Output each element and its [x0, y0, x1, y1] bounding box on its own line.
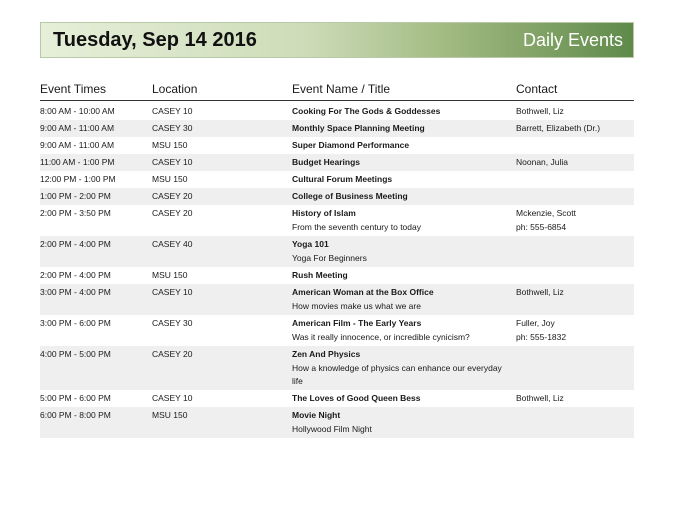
event-cell — [292, 105, 512, 119]
event-description: Yoga For Beginners — [292, 252, 367, 263]
contact-line: Bothwell, Liz — [516, 287, 564, 297]
page-date: Tuesday, Sep 14 2016 — [53, 29, 257, 51]
table-row — [40, 284, 634, 315]
event-name: College of Business Meeting — [292, 191, 408, 201]
event-cell — [292, 286, 512, 313]
event-name: Cooking For The Gods & Goddesses — [292, 106, 441, 116]
event-time: 12:00 PM - 1:00 PM — [40, 174, 116, 184]
event-time: 5:00 PM - 6:00 PM — [40, 393, 111, 403]
contact-line: Fuller, Joy — [516, 318, 555, 328]
event-contact — [516, 392, 634, 406]
table-row — [40, 154, 634, 171]
header-banner — [40, 22, 634, 58]
event-name: Monthly Space Planning Meeting — [292, 123, 425, 133]
event-cell — [292, 238, 512, 265]
column-header-location: Location — [152, 82, 198, 96]
page-title: Daily Events — [522, 30, 623, 50]
contact-line: Bothwell, Liz — [516, 106, 564, 116]
event-name: American Film - The Early Years — [292, 318, 422, 328]
event-time: 4:00 PM - 5:00 PM — [40, 349, 111, 359]
column-header-event: Event Name / Title — [292, 82, 391, 96]
event-cell — [292, 122, 512, 136]
table-row — [40, 205, 634, 236]
event-time: 2:00 PM - 3:50 PM — [40, 208, 111, 218]
table-row — [40, 315, 634, 346]
column-header-contact: Contact — [516, 82, 558, 96]
event-location: CASEY 20 — [152, 349, 193, 359]
event-location: CASEY 10 — [152, 106, 193, 116]
event-time: 2:00 PM - 4:00 PM — [40, 239, 111, 249]
column-header-times: Event Times — [40, 82, 107, 96]
event-name: Super Diamond Performance — [292, 140, 410, 150]
event-cell — [292, 409, 512, 436]
event-cell — [292, 156, 512, 170]
event-name: Rush Meeting — [292, 270, 348, 280]
event-contact — [516, 207, 634, 234]
event-location: CASEY 20 — [152, 191, 193, 201]
event-location: CASEY 30 — [152, 123, 193, 133]
event-cell — [292, 392, 512, 406]
event-name: Zen And Physics — [292, 349, 361, 359]
event-name: History of Islam — [292, 208, 356, 218]
event-time: 11:00 AM - 1:00 PM — [40, 157, 115, 167]
table-row — [40, 390, 634, 407]
event-cell — [292, 139, 512, 153]
event-name: The Loves of Good Queen Bess — [292, 393, 421, 403]
event-location: CASEY 30 — [152, 318, 193, 328]
event-cell — [292, 348, 512, 389]
table-row — [40, 407, 634, 438]
event-contact — [516, 122, 634, 136]
event-location: MSU 150 — [152, 410, 188, 420]
contact-line: ph: 555-1832 — [516, 331, 567, 342]
contact-line: Noonan, Julia — [516, 157, 568, 167]
event-contact — [516, 317, 634, 344]
table-row — [40, 188, 634, 205]
event-location: MSU 150 — [152, 140, 188, 150]
event-time: 8:00 AM - 10:00 AM — [40, 106, 115, 116]
table-row — [40, 103, 634, 120]
table-row — [40, 171, 634, 188]
event-name: American Woman at the Box Office — [292, 287, 434, 297]
contact-line: Mckenzie, Scott — [516, 208, 576, 218]
event-cell — [292, 190, 512, 204]
table-row — [40, 346, 634, 390]
table-row — [40, 120, 634, 137]
event-cell — [292, 317, 512, 344]
event-cell — [292, 207, 512, 234]
event-time: 3:00 PM - 6:00 PM — [40, 318, 111, 328]
event-name: Budget Hearings — [292, 157, 361, 167]
event-description: Hollywood Film Night — [292, 423, 372, 434]
event-time: 2:00 PM - 4:00 PM — [40, 270, 111, 280]
table-row — [40, 137, 634, 154]
event-location: CASEY 10 — [152, 287, 193, 297]
event-location: CASEY 20 — [152, 208, 193, 218]
event-location: MSU 150 — [152, 270, 188, 280]
table-header — [40, 80, 634, 101]
event-location: CASEY 10 — [152, 393, 193, 403]
event-cell — [292, 269, 512, 283]
event-description: From the seventh century to today — [292, 221, 421, 232]
event-description: Was it really innocence, or incredible cynicism? — [292, 331, 470, 342]
event-location: CASEY 10 — [152, 157, 193, 167]
event-time: 6:00 PM - 8:00 PM — [40, 410, 111, 420]
event-contact — [516, 105, 634, 119]
event-contact — [516, 156, 634, 170]
event-time: 1:00 PM - 2:00 PM — [40, 191, 111, 201]
event-cell — [292, 173, 512, 187]
contact-line: Bothwell, Liz — [516, 393, 564, 403]
event-description: How a knowledge of physics can enhance our everyday life — [292, 362, 502, 386]
event-contact — [516, 286, 634, 300]
events-table — [40, 103, 634, 438]
event-name: Movie Night — [292, 410, 341, 420]
table-row — [40, 236, 634, 267]
event-time: 3:00 PM - 4:00 PM — [40, 287, 111, 297]
event-time: 9:00 AM - 11:00 AM — [40, 140, 115, 150]
event-name: Yoga 101 — [292, 239, 329, 249]
event-time: 9:00 AM - 11:00 AM — [40, 123, 115, 133]
contact-line: Barrett, Elizabeth (Dr.) — [516, 123, 601, 133]
event-name: Cultural Forum Meetings — [292, 174, 393, 184]
contact-line: ph: 555-6854 — [516, 221, 567, 232]
event-location: CASEY 40 — [152, 239, 193, 249]
table-row — [40, 267, 634, 284]
event-location: MSU 150 — [152, 174, 188, 184]
event-description: How movies make us what we are — [292, 300, 421, 311]
